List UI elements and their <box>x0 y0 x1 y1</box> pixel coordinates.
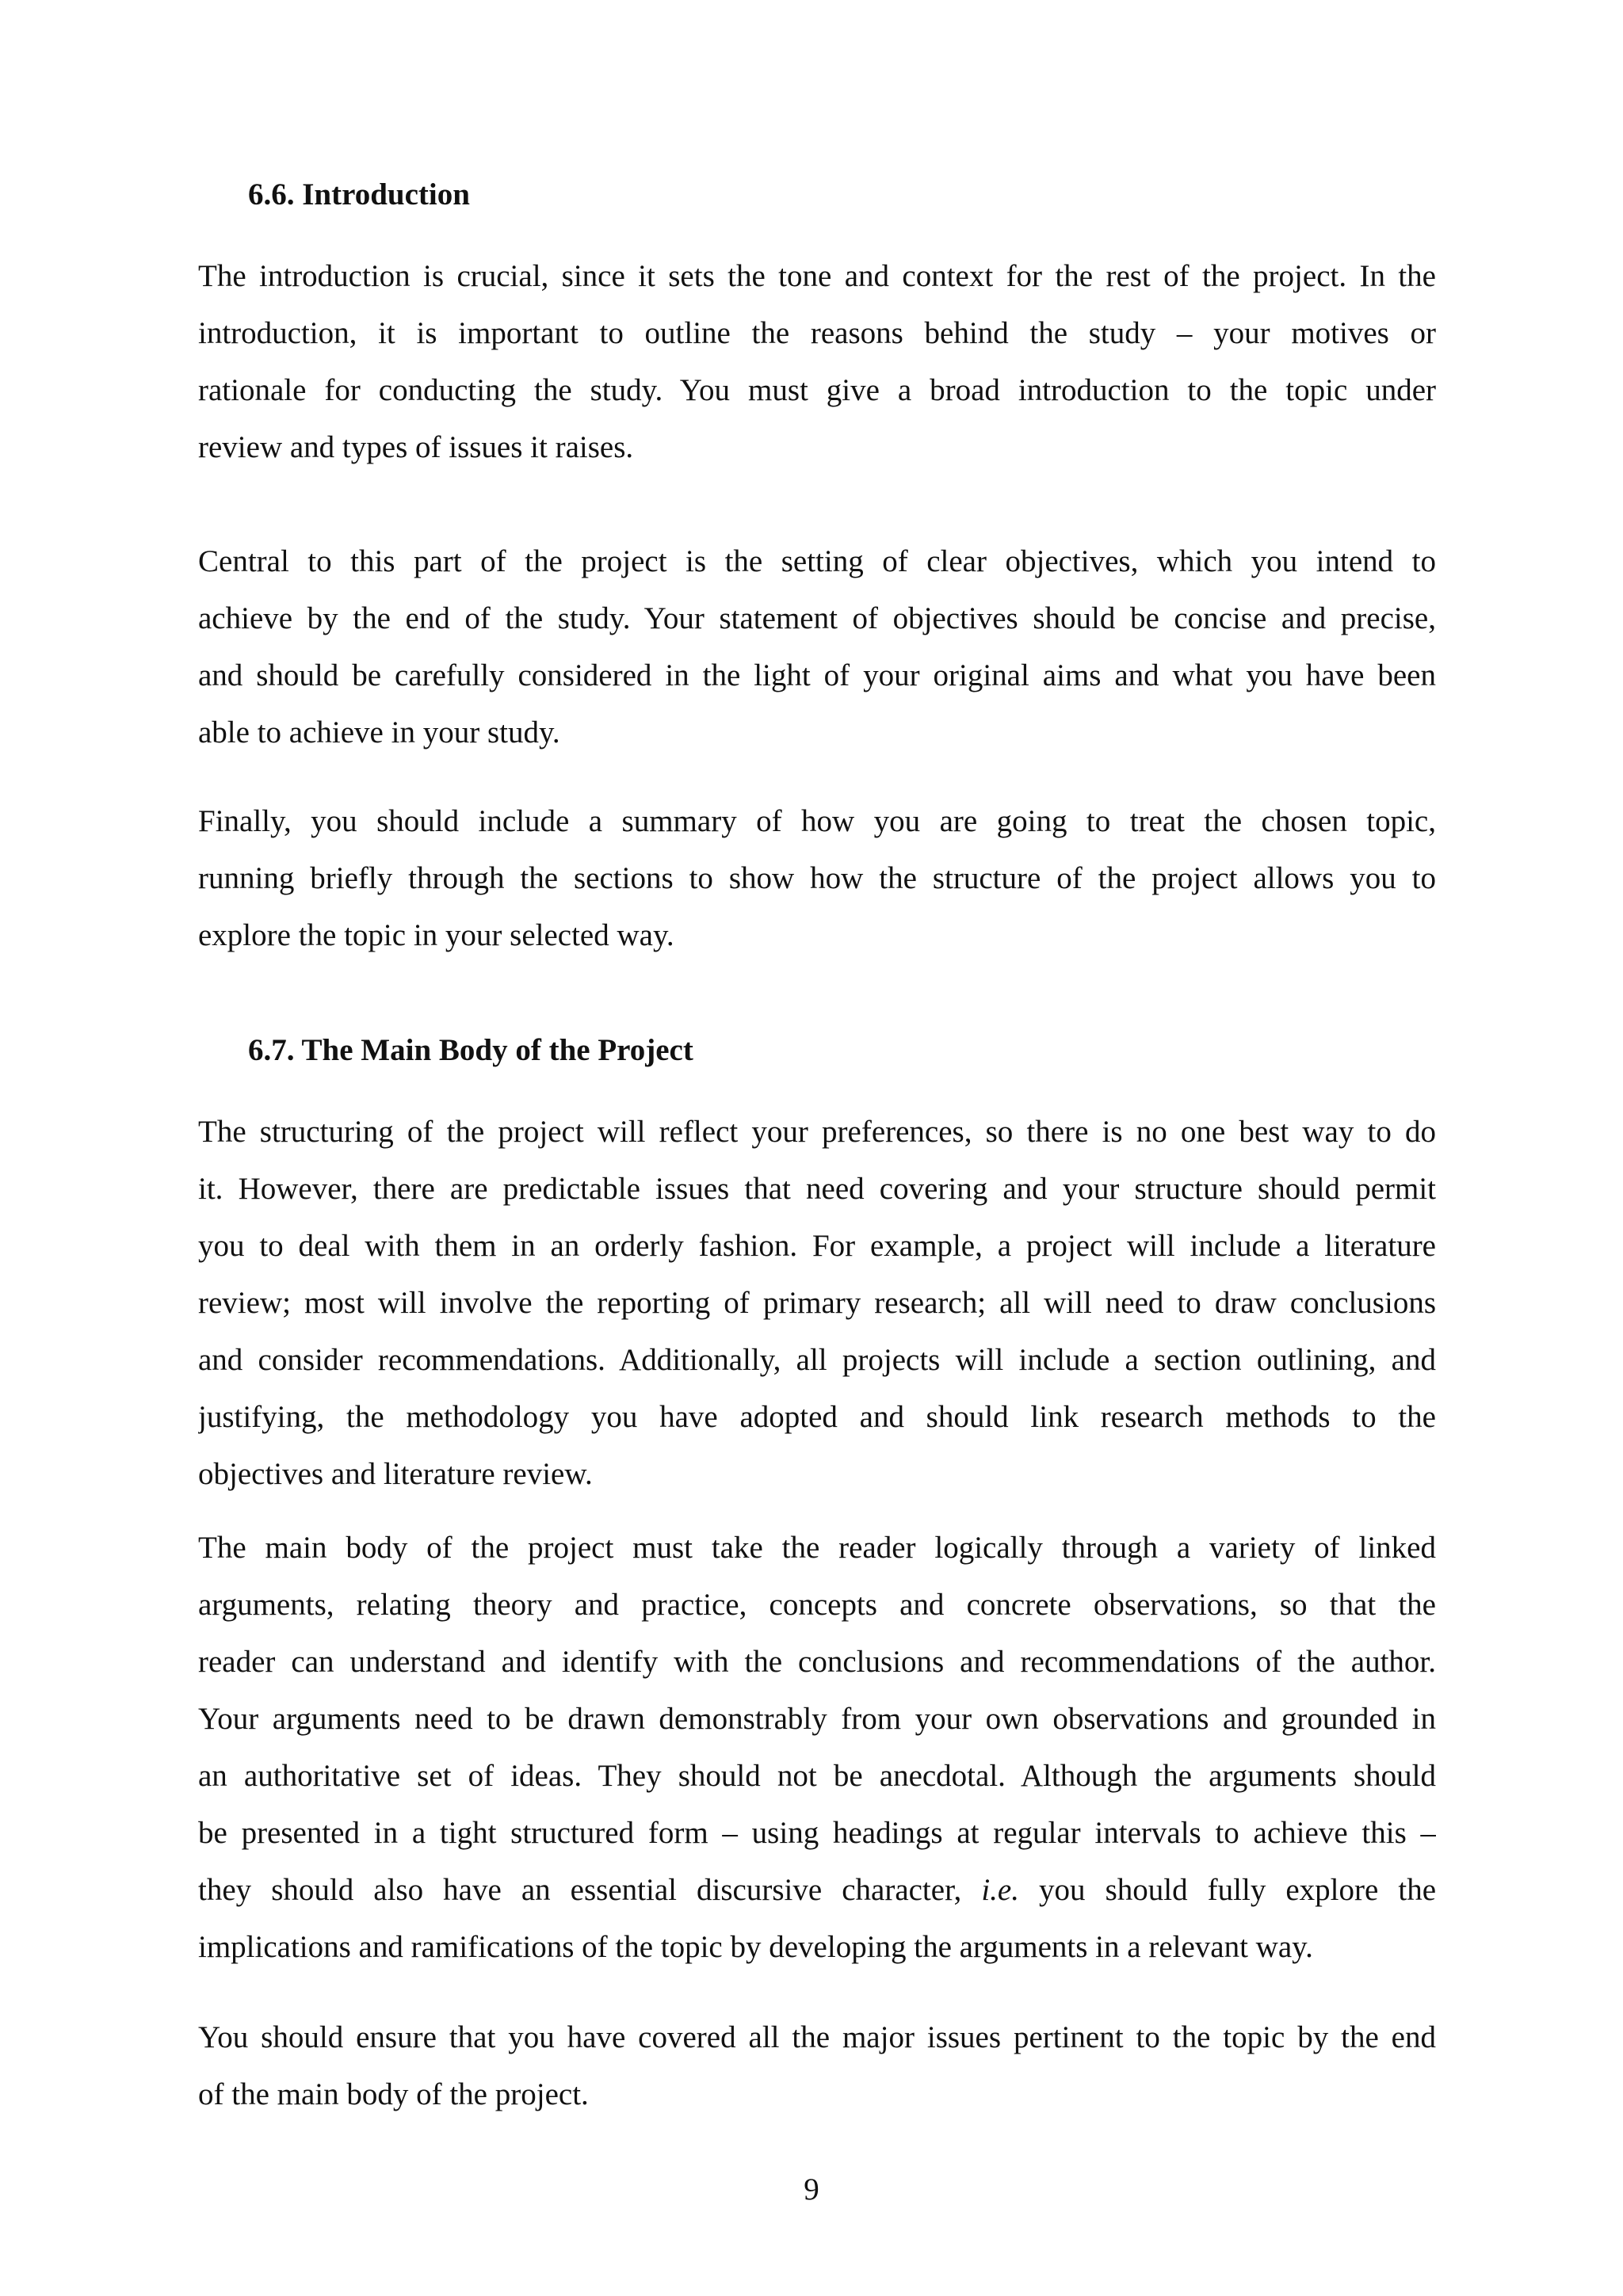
text-line: be presented in a tight structured form – using headings at regular intervals to achieve this – <box>198 1816 1436 1850</box>
text-line: objectives and literature review. <box>198 1457 593 1491</box>
text-line: You should ensure that you have covered all the major issues pertinent to the topic by the end <box>198 2020 1436 2054</box>
text-line: introduction, it is important to outline the reasons behind the study – your motives or <box>198 316 1436 350</box>
text-line: of the main body of the project. <box>198 2077 589 2111</box>
text-line-with-emphasis <box>198 1862 1436 1919</box>
section-heading-main-body: 6.7. The Main Body of the Project <box>248 1033 693 1067</box>
body-paragraph-1 <box>198 1104 1436 1503</box>
text-line: you to deal with them in an orderly fashion. For example, a project will include a literature <box>198 1229 1436 1263</box>
text-segment: they should also have an essential discursive character, <box>198 1873 962 1907</box>
text-line: arguments, relating theory and practice, concepts and concrete observations, so that the <box>198 1588 1436 1622</box>
text-line: an authoritative set of ideas. They should not be anecdotal. Although the arguments should <box>198 1759 1436 1793</box>
emphasis-ie: i.e. <box>981 1873 1019 1907</box>
text-line: review; most will involve the reporting of primary research; all will need to draw conclusions <box>198 1286 1436 1320</box>
text-line: running briefly through the sections to show how the structure of the project allows you to <box>198 861 1436 895</box>
text-line: Central to this part of the project is the setting of clear objectives, which you intend to <box>198 544 1436 578</box>
text-line: justifying, the methodology you have adopted and should link research methods to the <box>198 1400 1436 1434</box>
text-line: The main body of the project must take the reader logically through a variety of linked <box>198 1531 1436 1565</box>
body-paragraph-2 <box>198 1520 1436 1976</box>
text-line: implications and ramifications of the topic by developing the arguments in a relevant way. <box>198 1930 1313 1964</box>
text-line: and should be carefully considered in the light of your original aims and what you have been <box>198 658 1436 692</box>
text-line: and consider recommendations. Additionally, all projects will include a section outlining, and <box>198 1343 1436 1377</box>
text-line: achieve by the end of the study. Your statement of objectives should be concise and precise, <box>198 601 1436 635</box>
page-number: 9 <box>804 2172 819 2206</box>
text-line: The introduction is crucial, since it sets the tone and context for the rest of the project. In the <box>198 259 1436 293</box>
text-line: Your arguments need to be drawn demonstrably from your own observations and grounded in <box>198 1702 1436 1736</box>
text-segment: you should fully explore the <box>1039 1873 1436 1907</box>
body-paragraph-3 <box>198 2009 1436 2123</box>
text-line: The structuring of the project will reflect your preferences, so there is no one best way to do <box>198 1115 1436 1149</box>
intro-paragraph-2 <box>198 533 1436 761</box>
text-line: Finally, you should include a summary of how you are going to treat the chosen topic, <box>198 804 1436 838</box>
text-line: able to achieve in your study. <box>198 715 560 749</box>
intro-paragraph-3 <box>198 793 1436 964</box>
intro-paragraph-1 <box>198 248 1436 476</box>
section-heading-introduction: 6.6. Introduction <box>248 177 470 212</box>
text-line: it. However, there are predictable issues that need covering and your structure should permit <box>198 1172 1436 1206</box>
text-line: reader can understand and identify with the conclusions and recommendations of the author. <box>198 1645 1436 1679</box>
text-line: explore the topic in your selected way. <box>198 918 674 952</box>
text-line: review and types of issues it raises. <box>198 430 634 464</box>
text-line: rationale for conducting the study. You must give a broad introduction to the topic under <box>198 373 1436 407</box>
